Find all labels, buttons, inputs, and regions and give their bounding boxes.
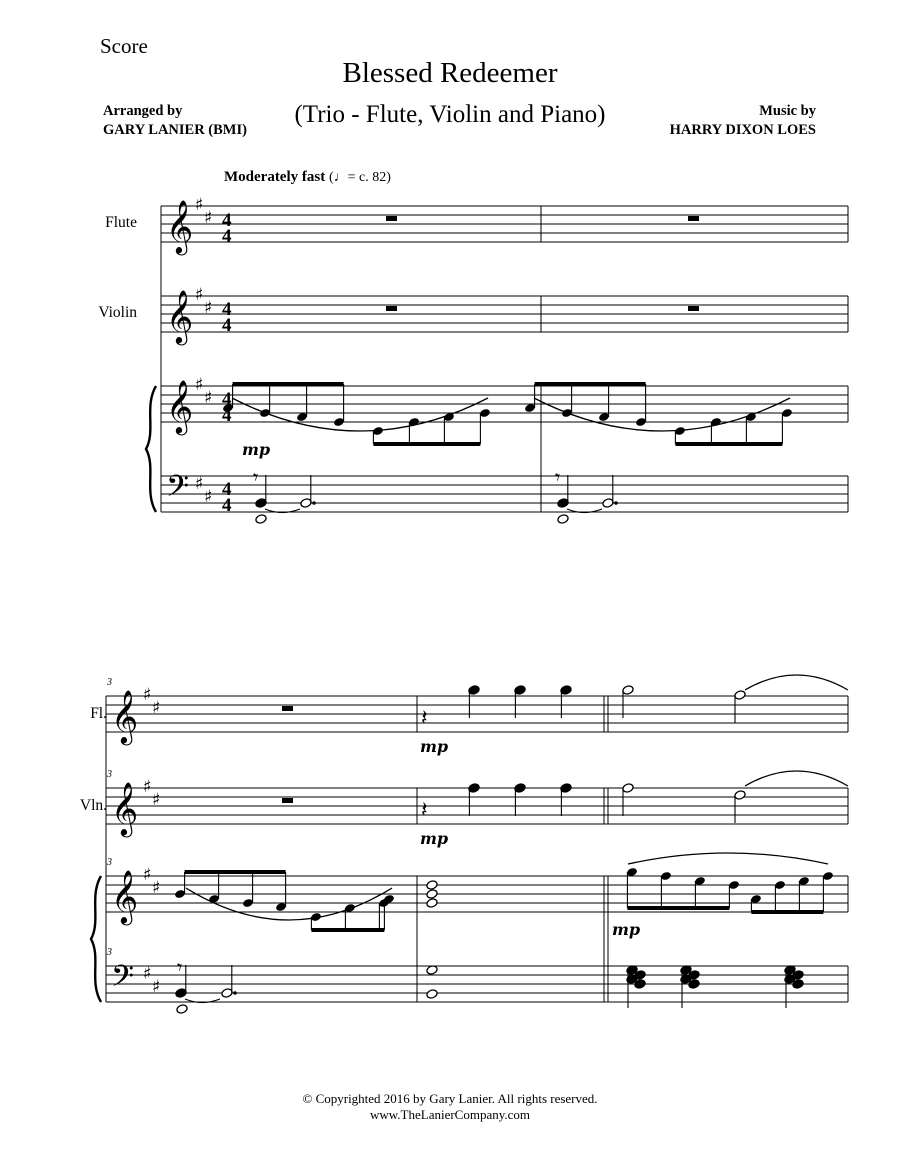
half-note [622,685,634,696]
treble-clef-icon: 𝄞 [111,781,139,835]
sharp-icon: ♯ [152,878,161,898]
website-url: www.TheLanierCompany.com [369,1107,531,1122]
sharp-icon: ♯ [195,375,204,395]
time-sig-bottom: 4 [222,405,232,426]
treble-clef-icon: 𝄞 [166,199,194,253]
half-note [622,783,634,794]
metronome-close-paren: ) [386,170,391,185]
half-note [176,1004,188,1015]
sharp-icon: ♯ [143,777,152,797]
whole-rest [688,306,699,311]
dynamic-mp: mp [612,920,641,939]
half-note [255,514,267,525]
arranger-label: Arranged by [103,103,183,119]
beam [535,382,646,386]
time-sig-bottom: 4 [222,315,232,336]
time-sig-top: 4 [222,210,232,231]
bass-clef-icon: 𝄢 [166,470,190,511]
slur [534,398,790,431]
half-note [426,880,438,891]
sharp-icon: ♯ [204,388,213,408]
quarter-rest-icon: 𝄽 [421,706,428,731]
slur [232,398,488,431]
half-note [426,889,438,900]
beam [373,442,480,446]
instrument-label-violin: Violin [98,304,137,321]
sharp-icon: ♯ [152,698,161,718]
dynamic-mp: mp [420,829,449,848]
time-sig-top: 4 [222,299,232,320]
page-footer [0,1091,900,1123]
beam [675,442,782,446]
instrument-label-vln: Vln. [79,797,107,814]
eighth-rest-icon: 𝄾 [555,465,561,489]
quarter-rest-icon: 𝄽 [421,798,428,823]
half-note [426,989,438,1000]
bass-clef-icon: 𝄢 [111,960,135,1001]
time-sig-top: 4 [222,479,232,500]
dynamic-mp: mp [420,737,449,756]
eighth-rest-icon: 𝄾 [177,955,183,979]
time-sig-bottom: 4 [222,495,232,516]
treble-clef-icon: 𝄞 [166,289,194,343]
sharp-icon: ♯ [152,790,161,810]
slur [745,771,848,786]
measure-number: 3 [107,857,112,868]
brace-icon [91,876,101,1002]
instrument-label-flute: Flute [105,214,137,231]
treble-clef-icon: 𝄞 [111,869,139,923]
eighth-rest-icon: 𝄾 [253,465,259,489]
sharp-icon: ♯ [152,977,161,997]
dynamic-mp: mp [242,440,271,459]
sharp-icon: ♯ [143,865,152,885]
sharp-icon: ♯ [204,487,213,507]
whole-rest [282,798,293,803]
sharp-icon: ♯ [195,285,204,305]
treble-clef-icon: 𝄞 [111,689,139,743]
measure-number: 3 [107,769,112,780]
metronome-open-paren: ( [328,170,334,185]
slur [186,888,392,920]
sharp-icon: ♯ [143,964,152,984]
whole-rest [386,306,397,311]
treble-clef-icon: 𝄞 [166,379,194,433]
composer-name: HARRY DIXON LOES [669,122,816,138]
whole-rest [688,216,699,221]
half-note [734,690,746,701]
slur [628,853,828,864]
composer-label: Music by [759,103,816,119]
sharp-icon: ♯ [143,685,152,705]
whole-rest [282,706,293,711]
beam [751,910,823,914]
sharp-icon: ♯ [204,208,213,228]
arranger-name: GARY LANIER (BMI) [103,122,247,138]
beam [627,906,729,910]
piece-subtitle: (Trio - Flute, Violin and Piano) [294,101,606,128]
brace-icon [146,386,156,512]
measure-number: 3 [107,947,112,958]
sharp-icon: ♯ [195,474,204,494]
half-note [426,898,438,909]
tempo-text: Moderately fast [224,169,326,185]
measure-number: 3 [107,677,112,688]
augmentation-dot [614,501,618,505]
instrument-label-fl: Fl. [90,705,107,722]
sharp-icon: ♯ [204,298,213,318]
beam [185,870,286,874]
beam [311,928,384,932]
augmentation-dot [312,501,316,505]
piece-title: Blessed Redeemer [342,57,558,89]
sharp-icon: ♯ [195,195,204,215]
beam [233,382,344,386]
half-note [734,790,746,801]
whole-rest [386,216,397,221]
copyright-notice: © Copyrighted 2016 by Gary Lanier. All rights reserved. [302,1091,598,1106]
quarter-note-icon: ♩ [333,170,348,185]
slur [745,675,848,690]
augmentation-dot [233,991,237,995]
metronome-mark: = c. 82 [347,170,387,185]
time-sig-bottom: 4 [222,226,232,247]
half-note [557,514,569,525]
time-sig-top: 4 [222,389,232,410]
score-label: Score [100,34,148,58]
